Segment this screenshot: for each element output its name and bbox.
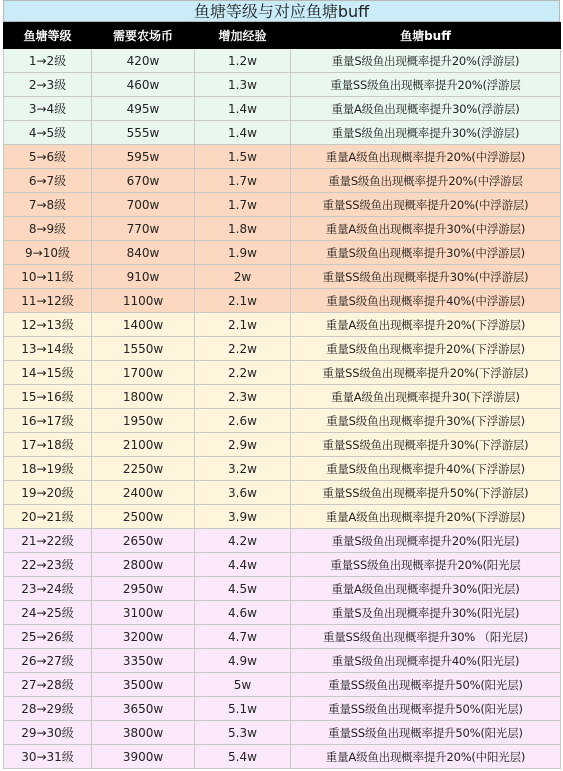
cell-coins: 1550w: [92, 337, 195, 361]
cell-exp: 3.2w: [195, 457, 291, 481]
cell-buff: 重量A级鱼出现概率提升20%(下浮游层): [291, 313, 561, 337]
cell-coins: 2800w: [92, 553, 195, 577]
table-row: [4, 721, 561, 745]
fish-pond-level-table: [3, 22, 561, 769]
cell-buff: 重量SS级鱼出现概率提升50%(阳光层): [291, 673, 561, 697]
cell-exp: 4.4w: [195, 553, 291, 577]
cell-level: 10→11级: [4, 265, 92, 289]
cell-level: 7→8级: [4, 193, 92, 217]
cell-level: 8→9级: [4, 217, 92, 241]
cell-exp: 5.3w: [195, 721, 291, 745]
cell-coins: 2250w: [92, 457, 195, 481]
cell-coins: 555w: [92, 121, 195, 145]
cell-exp: 4.2w: [195, 529, 291, 553]
cell-level: 6→7级: [4, 169, 92, 193]
cell-coins: 770w: [92, 217, 195, 241]
table-row: [4, 49, 561, 73]
cell-coins: 3800w: [92, 721, 195, 745]
cell-buff: 重量SS级鱼出现概率提升20%(阳光层: [291, 553, 561, 577]
table-row: [4, 385, 561, 409]
cell-coins: 2500w: [92, 505, 195, 529]
cell-buff: 重量SS级鱼出现概率提升30%(下浮游层): [291, 433, 561, 457]
cell-exp: 2.3w: [195, 385, 291, 409]
cell-exp: 1.4w: [195, 97, 291, 121]
table-row: [4, 553, 561, 577]
cell-buff: 重量SS级鱼出现概率提升20%(下浮游层): [291, 361, 561, 385]
cell-coins: 3650w: [92, 697, 195, 721]
cell-coins: 1700w: [92, 361, 195, 385]
cell-exp: 2.1w: [195, 289, 291, 313]
cell-coins: 3100w: [92, 601, 195, 625]
cell-buff: 重量A级鱼出现概率提升30%(阳光层): [291, 577, 561, 601]
header-exp: 增加经验: [195, 23, 291, 49]
table-row: [4, 361, 561, 385]
cell-level: 18→19级: [4, 457, 92, 481]
cell-buff: 重量SS级鱼出现概率提升50%(阳光层): [291, 697, 561, 721]
table-row: [4, 625, 561, 649]
cell-buff: 重量S级鱼出现概率提升30%(下浮游层): [291, 409, 561, 433]
cell-level: 30→31级: [4, 745, 92, 769]
table-row: [4, 649, 561, 673]
cell-coins: 420w: [92, 49, 195, 73]
cell-level: 11→12级: [4, 289, 92, 313]
table-row: [4, 121, 561, 145]
table-row: [4, 457, 561, 481]
table-row: [4, 409, 561, 433]
cell-level: 26→27级: [4, 649, 92, 673]
cell-coins: 3500w: [92, 673, 195, 697]
cell-exp: 4.9w: [195, 649, 291, 673]
cell-coins: 670w: [92, 169, 195, 193]
table-body: [4, 49, 561, 769]
table-row: [4, 265, 561, 289]
cell-exp: 4.5w: [195, 577, 291, 601]
cell-exp: 1.4w: [195, 121, 291, 145]
cell-buff: 重量SS级鱼出现概率提升50%(下浮游层): [291, 481, 561, 505]
table-row: [4, 481, 561, 505]
cell-buff: 重量S级鱼出现概率提升20%(浮游层): [291, 49, 561, 73]
cell-level: 24→25级: [4, 601, 92, 625]
table-row: [4, 145, 561, 169]
cell-coins: 2400w: [92, 481, 195, 505]
cell-level: 25→26级: [4, 625, 92, 649]
cell-coins: 1100w: [92, 289, 195, 313]
cell-exp: 2.2w: [195, 337, 291, 361]
cell-coins: 910w: [92, 265, 195, 289]
table-row: [4, 745, 561, 769]
cell-buff: 重量S级鱼出现概率提升20%(下浮游层): [291, 337, 561, 361]
cell-coins: 3900w: [92, 745, 195, 769]
cell-exp: 5w: [195, 673, 291, 697]
cell-buff: 重量S级鱼出现概率提升20%(阳光层): [291, 529, 561, 553]
cell-level: 9→10级: [4, 241, 92, 265]
cell-exp: 5.1w: [195, 697, 291, 721]
cell-coins: 3200w: [92, 625, 195, 649]
cell-coins: 1400w: [92, 313, 195, 337]
cell-exp: 1.5w: [195, 145, 291, 169]
table-row: [4, 337, 561, 361]
cell-exp: 3.6w: [195, 481, 291, 505]
cell-exp: 3.9w: [195, 505, 291, 529]
cell-buff: 重量S级鱼出现概率提升40%(阳光层): [291, 649, 561, 673]
cell-buff: 重量SS级鱼出现概率提升20%(浮游层: [291, 73, 561, 97]
table-row: [4, 433, 561, 457]
cell-buff: 重量A级鱼出现概率提升20%(中阳光层): [291, 745, 561, 769]
cell-level: 22→23级: [4, 553, 92, 577]
cell-exp: 5.4w: [195, 745, 291, 769]
cell-exp: 4.6w: [195, 601, 291, 625]
cell-buff: 重量A级鱼出现概率提升20%(下浮游层): [291, 505, 561, 529]
cell-level: 2→3级: [4, 73, 92, 97]
cell-buff: 重量A级鱼出现概率提升30%(中浮游层): [291, 217, 561, 241]
cell-exp: 1.2w: [195, 49, 291, 73]
cell-buff: 重量S级鱼出现概率提升30%(浮游层): [291, 121, 561, 145]
cell-level: 19→20级: [4, 481, 92, 505]
cell-buff: 重量SS级鱼出现概率提升50%(阳光层): [291, 721, 561, 745]
cell-level: 4→5级: [4, 121, 92, 145]
table-row: [4, 217, 561, 241]
cell-exp: 1.9w: [195, 241, 291, 265]
fish-pond-table-container: [3, 0, 560, 769]
table-row: [4, 697, 561, 721]
cell-level: 5→6级: [4, 145, 92, 169]
cell-buff: 重量A级鱼出现概率提升20%(中浮游层): [291, 145, 561, 169]
cell-buff: 重量S及鱼出现概率提升30%(阳光层): [291, 601, 561, 625]
table-row: [4, 505, 561, 529]
header-level: 鱼塘等级: [4, 23, 92, 49]
cell-level: 16→17级: [4, 409, 92, 433]
cell-buff: 重量SS级鱼出现概率提升20%(中浮游层): [291, 193, 561, 217]
cell-coins: 3350w: [92, 649, 195, 673]
cell-buff: 重量S级鱼出现概率提升20%(中浮游层: [291, 169, 561, 193]
cell-buff: 重量SS级鱼出现概率提升30% （阳光层): [291, 625, 561, 649]
table-row: [4, 241, 561, 265]
cell-coins: 840w: [92, 241, 195, 265]
cell-coins: 2650w: [92, 529, 195, 553]
cell-buff: 重量S级鱼出现概率提升40%(中浮游层): [291, 289, 561, 313]
cell-exp: 1.7w: [195, 169, 291, 193]
cell-exp: 1.3w: [195, 73, 291, 97]
cell-level: 3→4级: [4, 97, 92, 121]
cell-coins: 595w: [92, 145, 195, 169]
table-row: [4, 601, 561, 625]
cell-buff: 重量SS级鱼出现概率提升30%(中浮游层): [291, 265, 561, 289]
table-row: [4, 313, 561, 337]
table-row: [4, 193, 561, 217]
cell-exp: 2.6w: [195, 409, 291, 433]
table-title: 鱼塘等级与对应鱼塘buff: [3, 0, 560, 22]
table-row: [4, 577, 561, 601]
cell-buff: 重量S级鱼出现概率提升40%(下浮游层): [291, 457, 561, 481]
cell-level: 28→29级: [4, 697, 92, 721]
cell-level: 21→22级: [4, 529, 92, 553]
cell-coins: 1800w: [92, 385, 195, 409]
cell-coins: 2950w: [92, 577, 195, 601]
cell-exp: 2w: [195, 265, 291, 289]
cell-coins: 460w: [92, 73, 195, 97]
cell-buff: 重量A级鱼出现概率提升30(下浮游层): [291, 385, 561, 409]
cell-buff: 重量S级鱼出现概率提升30%(中浮游层): [291, 241, 561, 265]
cell-coins: 495w: [92, 97, 195, 121]
cell-level: 13→14级: [4, 337, 92, 361]
cell-level: 12→13级: [4, 313, 92, 337]
table-row: [4, 73, 561, 97]
cell-exp: 2.1w: [195, 313, 291, 337]
cell-level: 23→24级: [4, 577, 92, 601]
header-coins: 需要农场币: [92, 23, 195, 49]
cell-level: 27→28级: [4, 673, 92, 697]
header-row: [4, 23, 561, 49]
cell-level: 15→16级: [4, 385, 92, 409]
cell-exp: 2.9w: [195, 433, 291, 457]
table-row: [4, 529, 561, 553]
cell-exp: 1.7w: [195, 193, 291, 217]
cell-level: 29→30级: [4, 721, 92, 745]
cell-exp: 4.7w: [195, 625, 291, 649]
table-row: [4, 289, 561, 313]
table-row: [4, 97, 561, 121]
cell-exp: 1.8w: [195, 217, 291, 241]
cell-coins: 1950w: [92, 409, 195, 433]
header-buff: 鱼塘buff: [291, 23, 561, 49]
table-row: [4, 673, 561, 697]
cell-buff: 重量A级鱼出现概率提升30%(浮游层): [291, 97, 561, 121]
cell-level: 14→15级: [4, 361, 92, 385]
table-row: [4, 169, 561, 193]
cell-coins: 2100w: [92, 433, 195, 457]
cell-exp: 2.2w: [195, 361, 291, 385]
cell-level: 20→21级: [4, 505, 92, 529]
cell-level: 17→18级: [4, 433, 92, 457]
cell-level: 1→2级: [4, 49, 92, 73]
cell-coins: 700w: [92, 193, 195, 217]
